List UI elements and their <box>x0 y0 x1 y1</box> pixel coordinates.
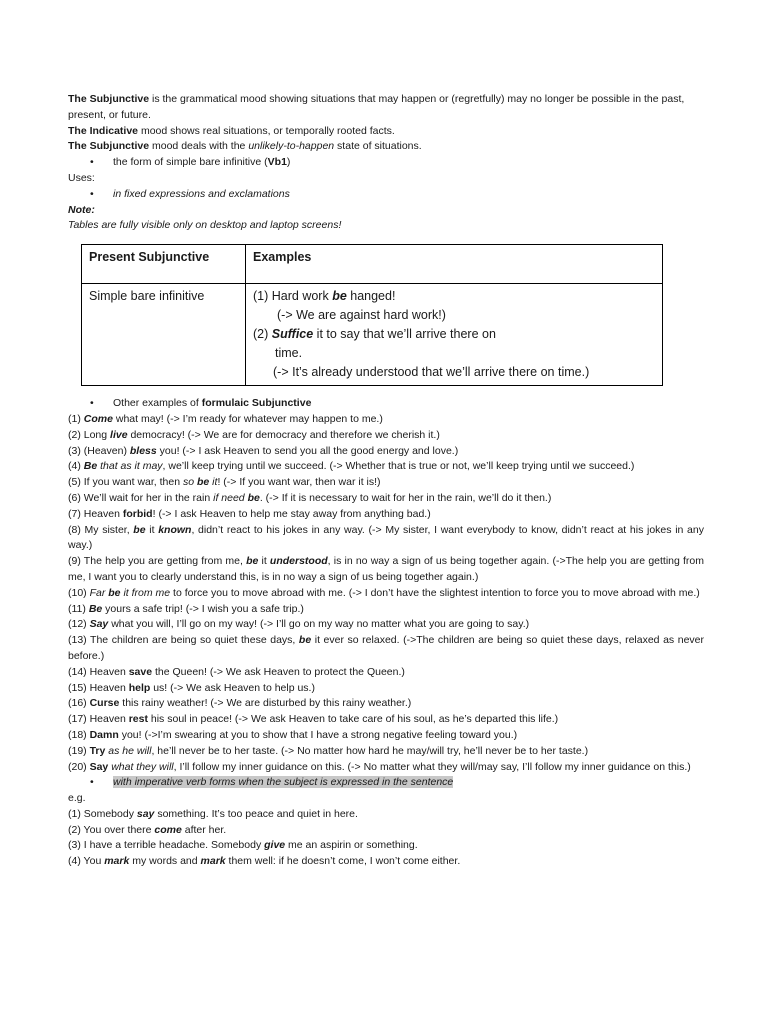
table-header-row <box>82 245 663 284</box>
formulaic-examples-list <box>68 412 704 775</box>
uses-label: Uses: <box>68 171 95 184</box>
list-item: (4) You mark my words and mark them well: if he doesn’t come, I won’t come either. <box>68 855 461 868</box>
list-item: (12) Say what you will, I’ll go on my way! (-> I’ll go on my way no matter what you are going to say.) <box>68 618 530 631</box>
list-item: (13) The children are being so quiet these days, be it ever so relaxed. (->The children are being so quiet these days, relaxed as never before.) <box>68 634 704 662</box>
list-item: (16) Curse this rainy weather! (-> We are disturbed by this rainy weather.) <box>68 697 412 710</box>
table-examples-cell <box>246 284 663 386</box>
uses-bullet <box>68 187 704 203</box>
intro-line: The Subjunctive is the grammatical mood showing situations that may happen or (regretfully) may no longer be possible in the past, present, or future. <box>68 93 685 121</box>
list-item: (17) Heaven rest his soul in peace! (-> We ask Heaven to take care of his soul, as he’s departed this life.) <box>68 713 559 726</box>
list-item: (19) Try as he will, he’ll never be to her taste. (-> No matter how hard he may/will try, he’ll never be to her taste.) <box>68 744 589 757</box>
imperative-examples-list <box>68 807 704 870</box>
list-item: (5) If you want war, then so be it! (-> If you want war, then war it is!) <box>68 476 381 489</box>
list-item: (8) My sister, be it known, didn’t react to his jokes in any way. (-> My sister, I want everybody to know, didn’t react at his jokes in any way.) <box>68 523 704 552</box>
list-item: (2) You over there come after her. <box>68 823 227 836</box>
list-item: (15) Heaven help us! (-> We ask Heaven to help us.) <box>68 681 315 694</box>
bullet-icon: • <box>90 156 94 169</box>
list-item: (9) The help you are getting from me, be it understood, is in no way a sign of us being together again. (->The help you are getting from me, I want you to clearly understand this, is in no way a sign of us being together again.) <box>68 555 705 583</box>
bullet-icon: • <box>90 187 94 200</box>
list-item: (6) We’ll wait for her in the rain if need be. (-> If it is necessary to wait for her in the rain, we’ll do it then.) <box>68 491 552 504</box>
bullet-icon: • <box>90 397 94 410</box>
intro-definitions <box>68 92 704 155</box>
table-example-line: (-> We are against hard work!) <box>277 308 446 323</box>
list-item: (18) Damn you! (->I’m swearing at you to show that I have a strong negative feeling toward you.) <box>68 728 518 741</box>
bullet-icon: • <box>90 776 94 789</box>
list-item: (3) I have a terrible headache. Somebody give me an aspirin or something. <box>68 839 418 852</box>
list-item: (4) Be that as it may, we’ll keep trying until we succeed. (-> Whether that is true or not, we’ll keep trying until we succeed.) <box>68 460 635 473</box>
imperative-highlight <box>90 776 454 789</box>
formulaic-bullet-text: Other examples of formulaic Subjunctive <box>113 397 312 410</box>
table-example-line: (2) Suffice it to say that we’ll arrive there on <box>253 327 496 342</box>
list-item: (1) Come what may! (-> I’m ready for whatever may happen to me.) <box>68 412 383 425</box>
subjunctive-table <box>81 244 663 386</box>
eg-label: e.g. <box>68 792 86 805</box>
table-row-label: Simple bare infinitive <box>82 284 246 386</box>
table-example-line: (-> It’s already understood that we’ll arrive there on time.) <box>273 365 590 380</box>
list-item: (3) (Heaven) bless you! (-> I ask Heaven to send you all the good energy and love.) <box>68 444 459 457</box>
list-item: (14) Heaven save the Queen! (-> We ask Heaven to protect the Queen.) <box>68 665 405 678</box>
table-row <box>82 284 663 386</box>
imperative-bullet <box>68 775 704 791</box>
table-header-present-subjunctive: Present Subjunctive <box>82 245 246 284</box>
list-item: (10) Far be it from me to force you to move abroad with me. (-> I don’t have the slightest intention to force you to move abroad with me.) <box>68 586 700 599</box>
note-label: Note: <box>68 203 95 216</box>
note-text: Tables are fully visible only on desktop and laptop screens! <box>68 219 342 232</box>
list-item: (11) Be yours a safe trip! (-> I wish you a safe trip.) <box>68 602 304 615</box>
list-item: (1) Somebody say something. It’s too peace and quiet in here. <box>68 807 358 820</box>
table-header-examples: Examples <box>246 245 663 284</box>
intro-line: The Indicative mood shows real situations, or temporally rooted facts. <box>68 124 395 137</box>
form-bullet <box>68 155 704 171</box>
list-item: (20) Say what they will, I’ll follow my inner guidance on this. (-> No matter what they will/may say, I’ll follow my inner guidance on this.) <box>68 760 691 773</box>
imperative-bullet-text: with imperative verb forms when the subject is expressed in the sentence <box>113 776 454 789</box>
table-example-line: time. <box>275 346 303 361</box>
list-item: (7) Heaven forbid! (-> I ask Heaven to help me stay away from anything bad.) <box>68 507 431 520</box>
table-example-line: (1) Hard work be hanged! <box>253 289 396 304</box>
list-item: (2) Long live democracy! (-> We are for democracy and therefore we cherish it.) <box>68 428 440 441</box>
intro-line: The Subjunctive mood deals with the unlikely-to-happen state of situations. <box>68 140 422 153</box>
form-bullet-text: the form of simple bare infinitive (Vb1) <box>113 156 291 169</box>
uses-bullet-text: in fixed expressions and exclamations <box>113 187 290 200</box>
document-page <box>68 92 704 870</box>
formulaic-bullet <box>68 396 704 412</box>
